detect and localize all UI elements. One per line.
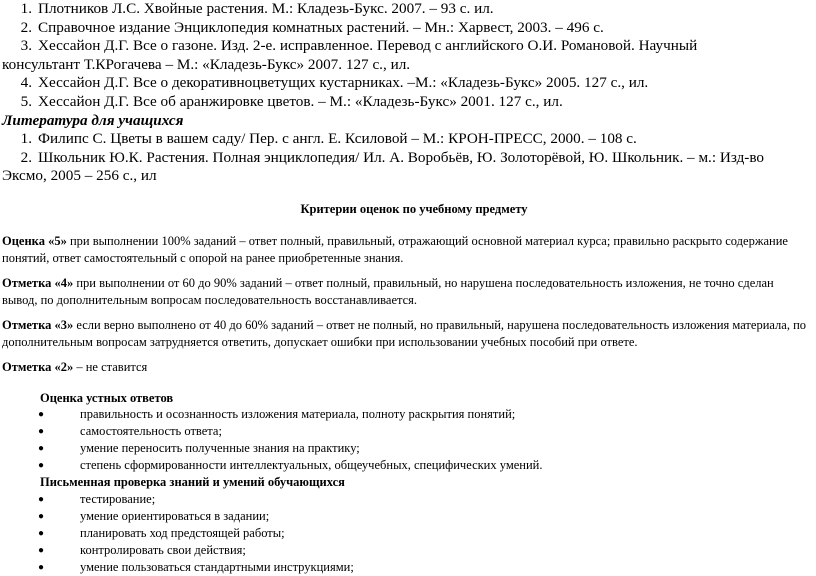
list-item [0, 406, 816, 423]
reference-item [0, 19, 816, 38]
grade-text: при выполнении 100% заданий – ответ полный, правильный, отражающий основной материал курса; правильно раскрыто содержание понятий, ответ самостоятельный с опорой на ранее приобретенные знания. [2, 233, 788, 265]
reference-item-continuation: Эксмо, 2005 – 256 с., ил [2, 167, 157, 185]
item-number: 1. [20, 130, 32, 148]
oral-criteria-list [0, 406, 816, 474]
grade-text: – не ставится [73, 359, 148, 374]
bullet-icon: ● [38, 409, 45, 421]
item-text: Справочное издание Энциклопедия комнатных растений. – Мн.: Харвест, 2003. – 496 с. [38, 18, 604, 36]
bullet-icon: ● [38, 493, 45, 505]
item-number: 3. [20, 37, 32, 55]
grade-5-paragraph [0, 233, 816, 267]
list-item-text: самостоятельность ответа; [80, 424, 222, 439]
list-item [0, 423, 816, 440]
item-text: Школьник Ю.К. Растения. Полная энциклопедия/ Ил. А. Воробьёв, Ю. Золоторёвой, Ю. Школьник. – м.: Изд-во [38, 148, 765, 166]
list-item-text: умение ориентироваться в задании; [80, 508, 270, 523]
item-number: 4. [20, 74, 32, 92]
item-number: 2. [20, 148, 32, 166]
reference-item [0, 93, 816, 112]
item-text: Хессайон Д.Г. Все об аранжировке цветов. – М.: «Кладезь-Букс» 2001. 127 с., ил. [38, 92, 563, 110]
list-item [0, 491, 816, 508]
grade-label: Отметка «2» [2, 359, 74, 374]
grade-label: Отметка «4» [2, 275, 74, 290]
item-number: 2. [20, 18, 32, 36]
bullet-icon: ● [38, 426, 45, 438]
grades-section [0, 233, 816, 376]
list-item-text: умение переносить полученные знания на практику; [80, 441, 360, 456]
bullet-icon: ● [38, 443, 45, 455]
list-item-text: тестирование; [80, 491, 156, 506]
item-number: 5. [20, 92, 32, 110]
grade-label: Отметка «3» [2, 317, 74, 332]
grade-text: при выполнении от 60 до 90% заданий – ответ полный, правильный, но нарушена последовательность изложения, не точно сделан вывод, по дополнительным вопросам последовательность восстанавливается. [2, 275, 774, 307]
bullet-icon: ● [38, 527, 45, 539]
list-item [0, 508, 816, 525]
bullet-icon: ● [38, 460, 45, 472]
reference-item [0, 130, 816, 149]
bullet-icon: ● [38, 544, 45, 556]
reference-item-continuation: консультант Т.КРогачева – М.: «Кладезь-Букс» 2007. 127 с., ил. [2, 55, 411, 73]
reference-item [0, 149, 816, 168]
list-item [0, 440, 816, 457]
item-text: Филипс С. Цветы в вашем саду/ Пер. с англ. Е. Ксиловой – М.: КРОН-ПРЕСС, 2000. – 108 с. [38, 130, 637, 148]
list-item-text: степень сформированности интеллектуальных, общеучебных, специфических умений. [80, 458, 543, 473]
list-item-text: умение пользоваться стандартными инструкциями; [80, 559, 354, 574]
grade-2-paragraph [0, 359, 816, 376]
grade-3-paragraph [0, 317, 816, 351]
list-item [0, 525, 816, 542]
item-text: Хессайон Д.Г. Все о газоне. Изд. 2-е. исправленное. Перевод с английского О.И. Романовой. Научный [38, 37, 698, 55]
list-item-text: планировать ход предстоящей работы; [80, 525, 285, 540]
grade-label: Оценка «5» [2, 233, 67, 248]
grade-4-paragraph [0, 275, 816, 309]
bullet-icon: ● [38, 510, 45, 522]
criteria-title: Критерии оценок по учебному предмету [300, 201, 528, 216]
reference-item [0, 37, 816, 56]
list-item-text: правильность и осознанность изложения материала, полноту раскрытия понятий; [80, 407, 516, 422]
reference-item [0, 0, 816, 19]
list-item [0, 559, 816, 576]
written-criteria-list [0, 491, 816, 576]
written-check-heading: Письменная проверка знаний и умений обучающихся [40, 475, 345, 490]
item-number: 1. [20, 0, 32, 17]
list-item [0, 542, 816, 559]
references-list [0, 0, 816, 186]
item-text: Плотников Л.С. Хвойные растения. М.: Кладезь-Букс. 2007. – 93 с. ил. [38, 0, 494, 17]
bullet-icon: ● [38, 561, 45, 573]
students-literature-heading: Литература для учащихся [2, 111, 184, 129]
list-item-text: контролировать свои действия; [80, 542, 246, 557]
grade-text: если верно выполнено от 40 до 60% заданий – ответ не полный, но правильный, нарушена последовательность изложения материала, по дополнительным вопросам затрудняется ответить, допускает ошибки при использовании учебных пособий при ответе. [2, 317, 807, 349]
reference-item [0, 74, 816, 93]
list-item [0, 457, 816, 474]
oral-answers-heading: Оценка устных ответов [40, 390, 174, 405]
item-text: Хессайон Д.Г. Все о декоративноцветущих кустарниках. –М.: «Кладезь-Букс» 2005. 127 с., ил. [38, 74, 649, 92]
